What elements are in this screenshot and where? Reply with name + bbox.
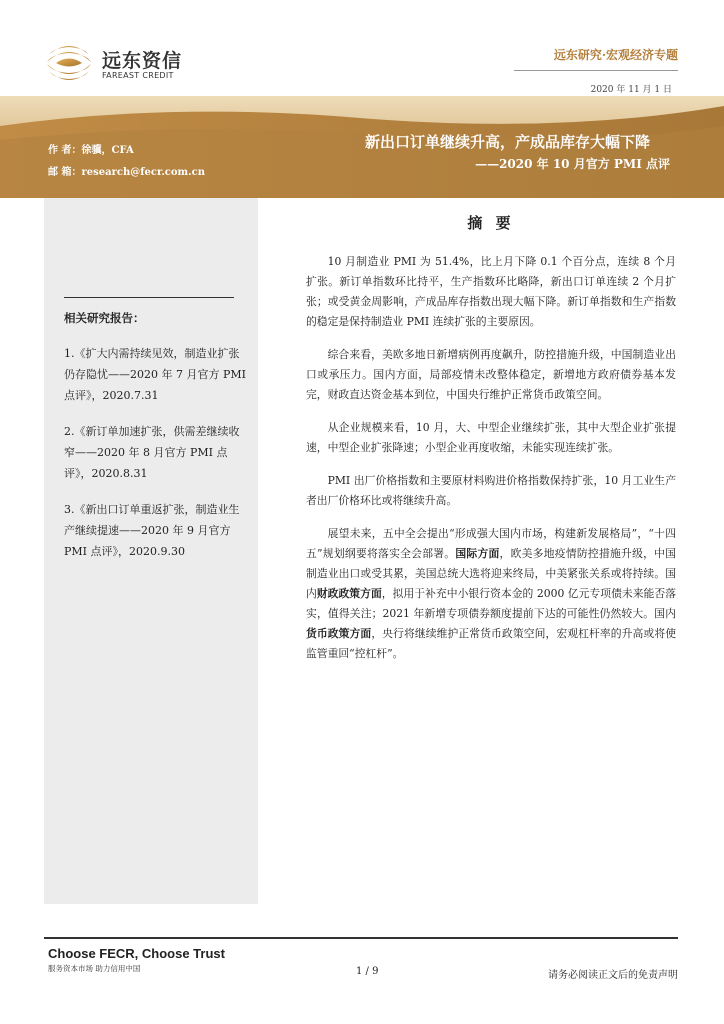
international-emphasis: 国际方面 bbox=[455, 547, 500, 560]
related-reports-sidebar bbox=[44, 198, 258, 904]
outlook-text: ，欧美多地疫情防控措施升级，中国制造业出口或受其累，美国总统大选将迎来终局，中美紧张关系或将持续。国内 bbox=[306, 547, 677, 600]
logo-english-name: FAREAST CREDIT bbox=[102, 71, 174, 80]
monetary-policy-emphasis: 货币政策方面 bbox=[306, 627, 372, 640]
footer-divider bbox=[44, 937, 678, 939]
footer-slogan-chinese: 服务资本市场 助力信用中国 bbox=[48, 964, 141, 973]
abstract-paragraph: 10 月制造业 PMI 为 51.4%，比上月下降 0.1 个百分点，连续 8 个月扩张。新订单指数环比持平，生产指数环比略降，新出口订单连续 2 个月扩张；或受黄金周影响，产成品库存指数出现大幅下降。新订单指数和生产指数的稳定是保持制造业 PMI 连续扩张的主要原因。 bbox=[306, 255, 676, 328]
abstract-section bbox=[306, 212, 676, 677]
related-report-item[interactable]: 3.《新出口订单重返扩张，制造业生产继续提速——2020 年 9 月官方 PMI 点评》，2020.9.30 bbox=[64, 503, 240, 558]
report-series: 远东研究·宏观经济专题 bbox=[553, 48, 678, 62]
logo-emblem-icon bbox=[44, 40, 94, 86]
outlook-text: 展望未来，五中全会提出“形成强大国内市场，构建新发展格局”，“十四五”规划纲要将落实全会部署。 bbox=[306, 527, 676, 560]
report-subtitle: ——2020 年 10 月官方 PMI 点评 bbox=[475, 157, 670, 171]
abstract-title: 摘 要 bbox=[467, 214, 515, 232]
related-reports-list bbox=[64, 343, 246, 577]
disclaimer-notice: 请务必阅读正文后的免责声明 bbox=[548, 970, 678, 981]
report-title: 新出口订单继续升高，产成品库存大幅下降 bbox=[364, 133, 650, 151]
outlook-text: ，拟用于补充中小银行资本金的 2000 亿元专项债未来能否落实，值得关注；2021 年新增专项债券额度提前下达的可能性仍然较大。国内 bbox=[306, 587, 677, 620]
page-number: 1 / 9 bbox=[356, 966, 379, 977]
report-date: 2020 年 11 月 1 日 bbox=[590, 85, 672, 95]
abstract-paragraph: PMI 出厂价格指数和主要原材料购进价格指数保持扩张，10 月工业生产者出厂价格环比或将继续升高。 bbox=[306, 474, 676, 507]
fiscal-policy-emphasis: 财政政策方面 bbox=[316, 587, 382, 600]
sidebar-divider bbox=[64, 297, 234, 298]
abstract-paragraph: 从企业规模来看，10 月，大、中型企业继续扩张，其中大型企业扩张提速，中型企业扩张降速；小型企业再度收缩，未能实现连续扩张。 bbox=[306, 421, 676, 454]
abstract-outlook-paragraph bbox=[306, 524, 676, 664]
outlook-text: ，央行将继续维护正常货币政策空间，宏观杠杆率的升高或将使监管重回“控杠杆”。 bbox=[306, 627, 677, 660]
logo-chinese-name: 远东资信 bbox=[102, 50, 183, 72]
related-report-item[interactable]: 2.《新订单加速扩张，供需差继续收窄——2020 年 8 月官方 PMI 点评》，2020.8.31 bbox=[64, 425, 240, 480]
footer-slogan-english: Choose FECR, Choose Trust bbox=[48, 946, 225, 961]
company-logo bbox=[44, 40, 194, 86]
header-divider bbox=[514, 70, 678, 71]
related-report-item[interactable]: 1.《扩大内需持续见效，制造业扩张仍存隐忧——2020 年 7 月官方 PMI 点评》，2020.7.31 bbox=[64, 347, 246, 402]
abstract-paragraph: 综合来看，美欧多地日新增病例再度飙升，防控措施升级，中国制造业出口或承压力。国内方面，局部疫情未改整体稳定，新增地方政府债券基本发完，财政直达资金基本到位，中国央行维护正常货币政策空间。 bbox=[306, 348, 676, 401]
author-info: 作 者：徐骥，CFA bbox=[48, 145, 134, 156]
email-info: 邮 箱：research@fecr.com.cn bbox=[48, 167, 205, 178]
related-reports-heading: 相关研究报告： bbox=[64, 311, 145, 325]
